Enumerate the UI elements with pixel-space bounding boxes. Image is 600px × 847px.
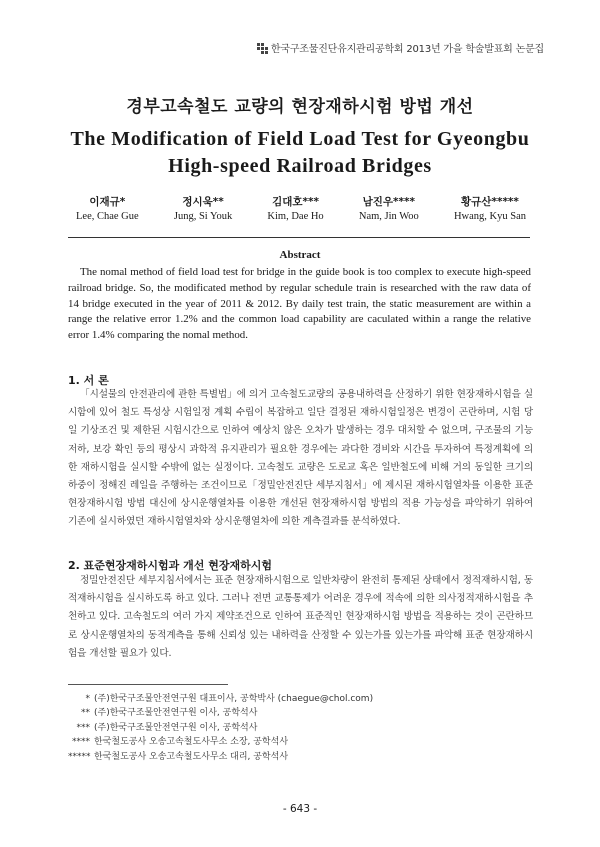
author-name-korean: 남진우****: [362, 196, 416, 208]
page-number: - 643 -: [282, 803, 318, 815]
footnote-mark: ***: [76, 722, 90, 733]
footnote-divider: [68, 684, 228, 685]
author-name-english: Jung, Si Youk: [173, 211, 233, 222]
author-list: [76, 194, 526, 222]
author: [359, 194, 419, 222]
author: [174, 194, 232, 222]
bullet-grid-icon: [257, 43, 267, 53]
footnote-text: 한국철도공사 오송고속철도사무소 대리, 공학석사: [94, 751, 289, 762]
footnote-mark: ****: [72, 737, 90, 748]
footnote-text: 한국철도공사 오송고속철도사무소 소장, 공학석사: [94, 737, 289, 748]
english-title: The Modification of Field Load Test for Gyeongbu High-speed Railroad Bridges: [70, 128, 530, 177]
footnote-text: (주)한국구조물안전연구원 이사, 공학석사: [94, 708, 258, 719]
author-name-english: Lee, Chae Gue: [76, 211, 139, 222]
footnote-mark: *: [85, 694, 90, 704]
author-name-korean: 황규산*****: [461, 196, 519, 208]
korean-title: 경부고속철도 교량의 현장재하시험 방법 개선: [126, 97, 474, 117]
author: [267, 194, 323, 222]
footnote: [68, 750, 373, 764]
section-heading: 2. 표준현장재하시험과 개선 현장재하시험: [68, 559, 272, 572]
journal-name: 한국구조물진단유지관리공학회 2013년 가을 학술발표회 논문집: [270, 44, 544, 55]
footnote-mark: *****: [68, 751, 91, 762]
abstract-text: The nomal method of field load test for bridge in the guide book is too complex to execute high-speed railroad bridge. So, the modificated method by regular schedule train is researched with the raw data of 14 bridge executed in the year of 2011 & 2012. By daily test train, the static measurement are within a range the relative error 1.2% and the common load capability are caculated within a range the relative error 1.4% comparing the nomal method.: [68, 266, 531, 342]
section-paragraph: 정밀안전진단 세부지침서에서는 표준 현장재하시험으로 일반차량이 완전히 통제된 상태에서 정적재하시험, 동적재하시험을 실시하도록 하고 있다. 그러나 전면 교통통제가 어려운 경우에 적속에 의한 의사정적재하시험을 추천하고 있다. 고속철도의 여러 가지 제약조건으로 인하여 표준적인 현장재하시험 방법을 적용하는 것이 곤란하므로 상시운행열차의 동적계측을 통해 신뢰성 있는 내하력을 산정할 수 있는가를 있는가를 파악해 표준 현장재하시험을 개선할 필요가 있다.: [68, 575, 533, 659]
footnote: [68, 721, 373, 735]
abstract-heading: Abstract: [279, 249, 321, 261]
author-name-english: Kim, Dae Ho: [267, 211, 324, 222]
footnote-text: (주)한국구조물안전연구원 대표이사, 공학박사 (chaegue@chol.com): [94, 694, 374, 704]
footnote-mark: **: [81, 708, 90, 719]
author-name-korean: 정시욱**: [182, 196, 224, 208]
section-paragraph: 「시설물의 안전관리에 관한 특별법」에 의거 고속철도교량의 공용내하력을 산정하기 위한 현장재하시험을 실시함에 있어 철도 특성상 시험일정 계획 수립이 복잡하고 일단 결정된 재하시험일정은 변경이 곤란하며, 시험 당일 기상조건 및 제한된 시험시간으로 인하여 예상치 않은 오차가 발생하는 경우 대처할 수 없으며, 구조물의 기능 저하, 보강 확인 등의 평상시 과학적 유지관리가 필요한 경우에는 과다한 경비와 시간을 투자하여 특정계획에 의한 재하시험을 실시할 수밖에 없는 실정이다. 고속철도 교량은 도로교 혹은 일반철도에 비해 거의 동일한 크기의 하중이 정해진 레일을 주행하는 조건이므로「정밀안전진단 세부지침서」에 제시된 재하시험열차를 이용한 표준 현장재하시험 방법 대신에 상시운행열차를 이용한 개선된 현장재하시험 방법의 적용 가능성을 파악하기 위하여 기존에 실시하였던 재하시험열차와 상시운행열차에 의한 계측결과를 분석하였다.: [68, 389, 533, 528]
author: [76, 194, 139, 222]
running-header: [257, 40, 544, 55]
author-name-korean: 이재규*: [89, 196, 126, 208]
footnotes: [68, 692, 373, 764]
footnote-text: (주)한국구조물안전연구원 이사, 공학석사: [94, 722, 258, 733]
section-heading: 1. 서 론: [68, 374, 109, 387]
footnote: [68, 706, 373, 720]
author: [454, 194, 526, 222]
author-divider: [68, 237, 530, 238]
author-name-korean: 김대호***: [272, 196, 319, 208]
author-name-english: Hwang, Kyu San: [453, 211, 526, 222]
footnote: [68, 692, 373, 706]
author-name-english: Nam, Jin Woo: [358, 211, 419, 222]
footnote: [68, 735, 373, 749]
